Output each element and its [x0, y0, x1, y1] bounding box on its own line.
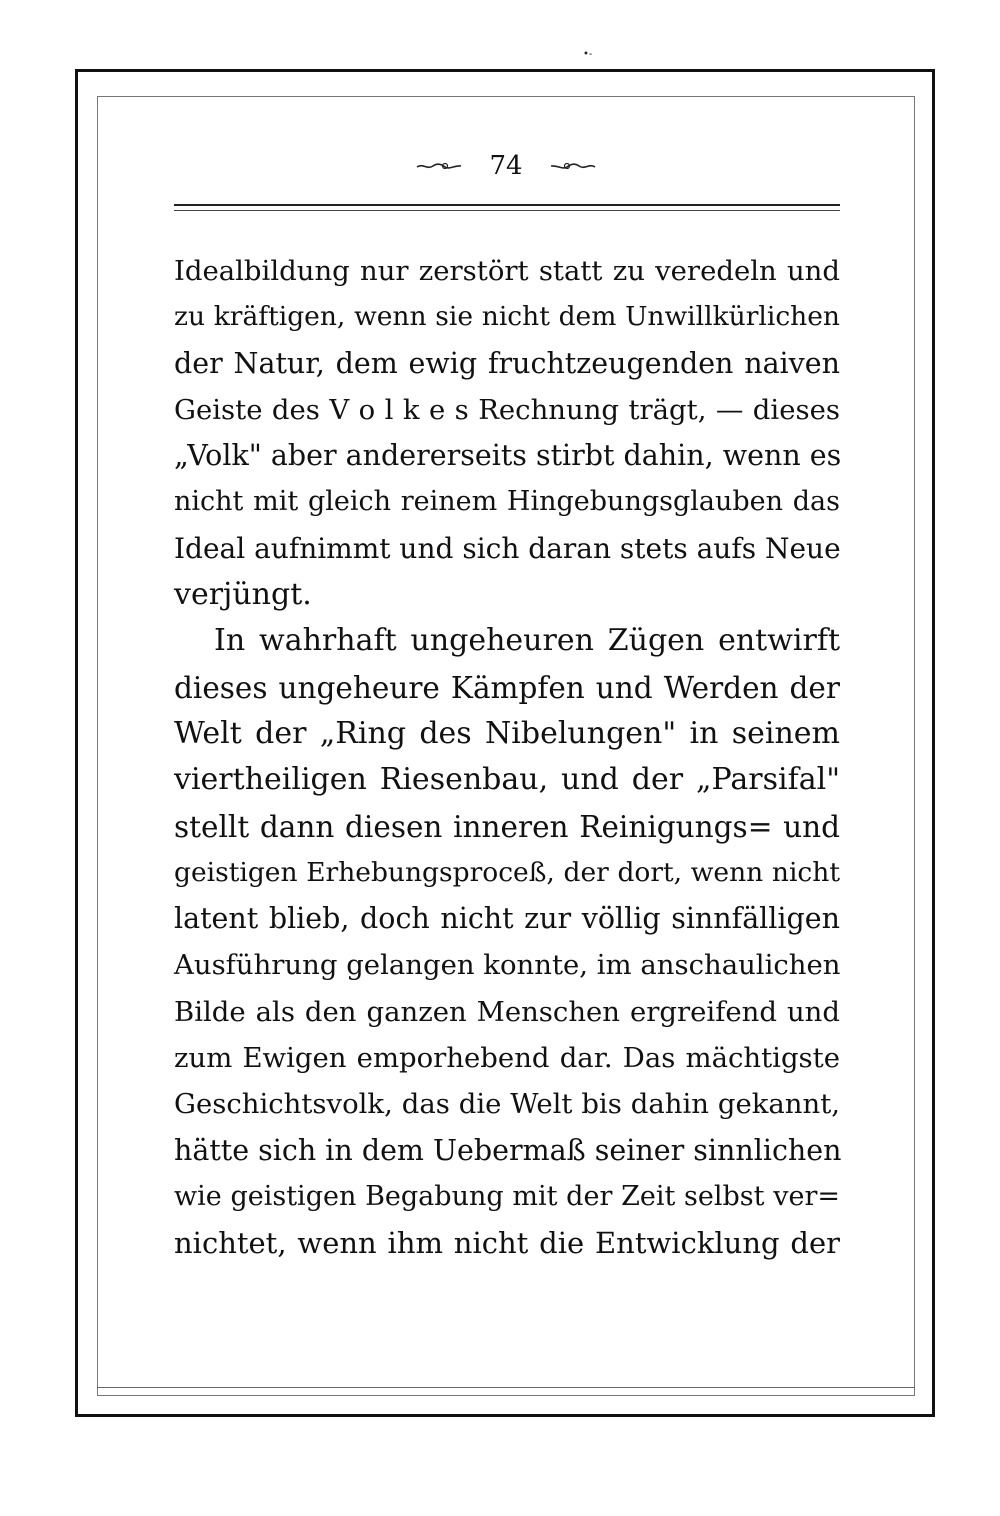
text-line: Ausführung gelangen konnte, im anschaulichen: [174, 949, 841, 982]
text-line: verjüngt.: [174, 577, 312, 613]
text-line: „Volk" aber andererseits stirbt dahin, wenn es: [174, 439, 842, 473]
page-header: [97, 146, 915, 186]
paragraph-2: [174, 618, 840, 1266]
text-line: In wahrhaft ungeheuren Zügen entwirft: [214, 623, 840, 659]
text-line: Bilde als den ganzen Menschen ergreifend und: [174, 995, 840, 1028]
footer-rule: [97, 1387, 915, 1388]
text-line: nicht mit gleich reinem Hingebungsglauben das: [174, 486, 840, 518]
text-line: Geiste des V o l k e s Rechnung trägt, — dieses: [174, 393, 840, 426]
text-line: stellt dann diesen inneren Reinigungs= und: [174, 809, 840, 844]
body-text: [174, 248, 840, 1267]
text-line: Welt der „Ring des Nibelungen" in seinem: [174, 715, 840, 751]
text-line: viertheiligen Riesenbau, und der „Parsifal": [174, 762, 840, 798]
header-rule-thick: [174, 204, 840, 206]
text-line: geistigen Erhebungsproceß, der dort, wenn nicht: [174, 856, 840, 888]
text-line: dieses ungeheure Kämpfen und Werden der: [174, 670, 840, 705]
text-line: Geschichtsvolk, das die Welt bis dahin gekannt,: [174, 1088, 840, 1121]
text-line: zum Ewigen emporhebend dar. Das mächtigste: [174, 1042, 840, 1075]
top-printer-mark: •-: [583, 49, 593, 60]
header-rule-thin: [174, 210, 840, 211]
right-ornament-icon: [549, 158, 597, 174]
text-line: der Natur, dem ewig fruchtzeugenden naiven: [174, 346, 840, 380]
text-line: Idealbildung nur zerstört statt zu veredeln und: [174, 255, 840, 287]
text-line: latent blieb, doch nicht zur völlig sinnfälligen: [174, 902, 840, 936]
text-line: zu kräftigen, wenn sie nicht dem Unwillkürlichen: [174, 301, 840, 333]
left-ornament-icon: [415, 158, 463, 174]
page-number: 74: [489, 151, 523, 181]
text-line: wie geistigen Begabung mit der Zeit selbst ver=: [174, 1180, 840, 1212]
text-line: Ideal aufnimmt und sich daran stets aufs Neue: [174, 531, 841, 565]
paragraph-1: [174, 248, 840, 618]
text-line: hätte sich in dem Uebermaß seiner sinnlichen: [174, 1133, 842, 1167]
text-line: nichtet, wenn ihm nicht die Entwicklung der: [174, 1226, 840, 1261]
